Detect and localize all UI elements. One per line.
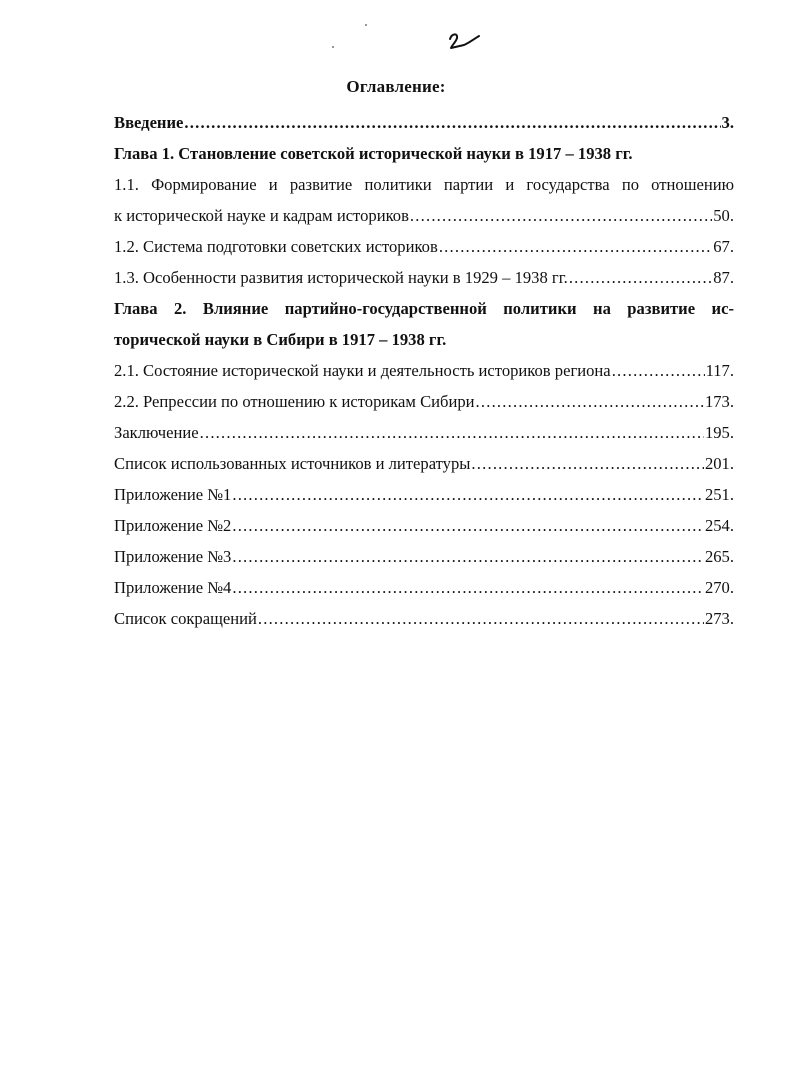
toc-entry-page: 254. — [704, 516, 734, 535]
toc-entry-text: Введение — [114, 113, 184, 132]
toc-entry-appendix-2 — [114, 510, 734, 541]
scan-speck — [365, 24, 367, 26]
toc-entry-text: 2.2. Репрессии по отношению к историкам Сибири — [114, 392, 475, 411]
dot-leader — [569, 262, 712, 293]
toc-entry-page: 195. — [704, 423, 734, 442]
dot-leader — [612, 355, 705, 386]
dot-leader — [471, 448, 704, 479]
toc-entry-appendix-3 — [114, 541, 734, 572]
dot-leader — [232, 572, 704, 603]
toc-entry-1-2 — [114, 231, 734, 262]
dot-leader — [410, 200, 712, 231]
toc-entry-text: Список использованных источников и литературы — [114, 454, 471, 473]
chapter-2-heading-line2: торической науки в Сибири в 1917 – 1938 гг. — [114, 330, 447, 349]
handwritten-page-number — [446, 30, 482, 54]
dot-leader — [439, 231, 712, 262]
toc-entry-text: 2.1. Состояние исторической науки и деятельность историков региона — [114, 361, 611, 380]
toc-entry-1-3 — [114, 262, 734, 293]
toc-entry-1-1 — [114, 200, 734, 231]
toc-entry-appendix-4 — [114, 572, 734, 603]
toc-entry-text: Приложение №1 — [114, 485, 232, 504]
toc-entry-2-2 — [114, 386, 734, 417]
toc-entry-page: 273. — [704, 609, 734, 628]
toc-entry-text: Заключение — [114, 423, 199, 442]
dot-leader — [232, 510, 704, 541]
chapter-1-heading: Глава 1. Становление советской исторической науки в 1917 – 1938 гг. — [114, 144, 633, 163]
dot-leader — [258, 603, 704, 634]
dot-leader — [200, 417, 704, 448]
toc-entry-text: Приложение №4 — [114, 578, 232, 597]
table-of-contents — [114, 107, 734, 634]
toc-entry-intro — [114, 107, 734, 138]
toc-entry-page: 270. — [704, 578, 734, 597]
dot-leader — [476, 386, 704, 417]
toc-entry-page: 201. — [704, 454, 734, 473]
toc-entry-abbreviations — [114, 603, 734, 634]
toc-entry-text: 1.3. Особенности развития исторической науки в 1929 – 1938 гг. — [114, 268, 568, 287]
toc-entry-page: 50. — [713, 206, 734, 225]
toc-entry-text: Приложение №2 — [114, 516, 232, 535]
dot-leader — [184, 107, 720, 138]
toc-entry-page: 117. — [705, 361, 734, 380]
toc-entry-page: 3. — [721, 113, 734, 132]
chapter-2-heading-line1: Глава 2. Влияние партийно-государственной политики на развитие ис- — [114, 299, 734, 318]
toc-entry-text: Приложение №3 — [114, 547, 232, 566]
toc-entry-text: 1.2. Система подготовки советских историков — [114, 237, 438, 256]
toc-entry-page: 251. — [704, 485, 734, 504]
toc-entry-appendix-1 — [114, 479, 734, 510]
toc-entry-page: 173. — [704, 392, 734, 411]
toc-entry-page: 265. — [704, 547, 734, 566]
toc-entry-1-1-line1: 1.1. Формирование и развитие политики партии и государства по отношению — [114, 175, 734, 194]
toc-entry-page: 67. — [713, 237, 734, 256]
toc-entry-text: к исторической науке и кадрам историков — [114, 206, 409, 225]
toc-entry-sources — [114, 448, 734, 479]
toc-title: Оглавление: — [346, 77, 446, 96]
toc-entry-page: 87. — [713, 268, 734, 287]
toc-entry-conclusion — [114, 417, 734, 448]
toc-entry-text: Список сокращений — [114, 609, 257, 628]
dot-leader — [232, 541, 704, 572]
dot-leader — [232, 479, 704, 510]
toc-entry-2-1 — [114, 355, 734, 386]
scan-speck — [332, 46, 334, 48]
